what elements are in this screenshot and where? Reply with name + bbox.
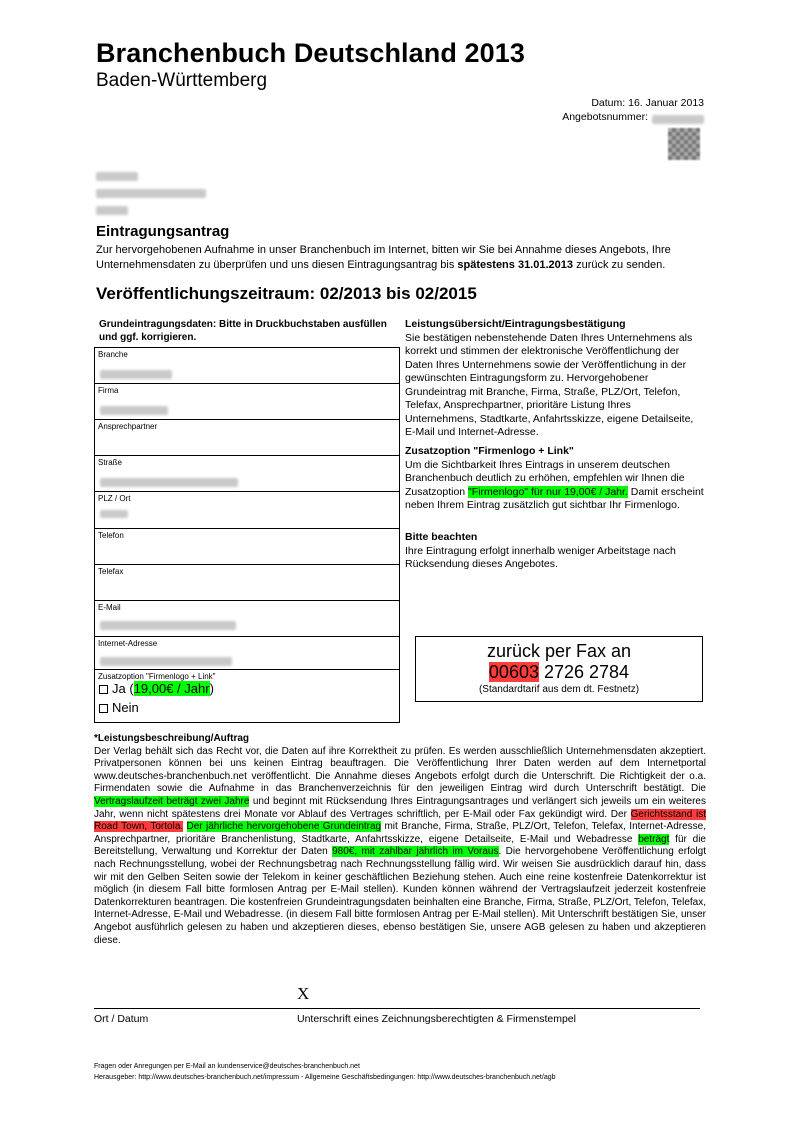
terms-section xyxy=(94,733,706,947)
field-value-redacted xyxy=(100,653,232,671)
footer-contact: Fragen oder Anregungen per E-Mail an kundenservice@deutsches-branchenbuch.net xyxy=(94,1063,360,1070)
logo-option xyxy=(95,670,399,724)
option-text: Um die Sichtbarkeit Ihres Eintrags in unserem deutschen Branchenbuch deutlich zu erhöhen, empfehlen wir Ihnen die Zusatzoption "Firmenlogo" für nur 19,00€ / Jahr. Damit erscheint neben Ihrem Eintrag zusätzlich gut sichtbar Ihr Firmenlogo. xyxy=(405,458,704,511)
option-heading: Zusatzoption "Firmenlogo + Link" xyxy=(405,445,574,457)
fax-prefix: 00603 xyxy=(488,662,539,682)
option-no[interactable]: Nein xyxy=(99,700,139,715)
term-duration-highlight: Vertragslaufzeit beträgt zwei Jahre xyxy=(94,795,250,807)
checkbox-no[interactable] xyxy=(99,704,108,713)
field-label: Ansprechpartner xyxy=(98,422,158,431)
field-value-redacted xyxy=(100,474,238,492)
form-heading: Grundeintragungsdaten: Bitte in Druckbuchstaben ausfüllen und ggf. korrigieren. xyxy=(99,319,387,343)
field-telefon[interactable] xyxy=(95,529,399,565)
field-internet[interactable] xyxy=(95,637,399,670)
qr-code xyxy=(668,128,700,160)
terms-text: Der Verlag behält sich das Recht vor, die Daten auf ihre Korrektheit zu prüfen. Es werden ausschließlich Unternehmensdaten akzeptiert. Privatpersonen können bei uns keinen Eintrag beauftragen. Die Veröffentlichung Ihrer Daten werden auf dem Internetportal www.deutsches-branchenbuch.net veröffentlicht. Die Annahme dieses Angebots erfolgt durch die Unterschrift. Die Richtigkeit der o.a. Firmendaten sowie die Aufnahme in das Branchenverzeichnis für den jeweiligen Eintrag wird durch Unterschrift bestätigt. Die Vertragslaufzeit beträgt zwei Jahre und beginnt mit Rücksendung Ihres Eintragungsantrages und verlängert sich jeweils um ein weiteres Jahr, wenn nicht spätestens drei Monate vor Ablauf des Vertrages schriftlich, per E-Mail oder Fax gekündigt wird. Der Gerichtsstand ist Road Town, Tortola. Der jährliche hervorgehobene Grundeintrag mit Branche, Firma, Straße, PLZ/Ort, Telefon, Telefax, Internet-Adresse, Ansprechpartner, prioritäre Branchenlistung, Stadtkarte, Anfahrtsskizze, eigene Detailseite, E-Mail und Webadresse beträgt für die Bereitstellung, Verwaltung und Korrektur der Daten 980€, mit zahlbar jährlich im Voraus. Die hervorgehobene Veröffentlichung erfolgt nach Rechnungsstellung, wobei der Rechnungsbetrag nach Rechnungsstellung fällig wird. Wir weisen Sie ausdrücklich darauf hin, dass wir mit den Gelben Seiten sowie der Telekom in keiner geschäftlichen Beziehung stehen. Auch eine reine kostenfreie Datenkorrektur ist möglich (in diesem Fall bitte formlosen Antrag per E-Mail stellen). Kunden können während der Vertragslaufzeit jederzeit kostenfreie Datenkorrekturen beantragen. Die kostenfreien Grundeintragungsdaten beinhalten eine Branche, Firma, Straße, PLZ/Ort, Telefon, Telefax, Internet-Adresse, E-Mail und Webadresse. (in diesem Fall bitte formlosen Antrag per E-Mail stellen). Mit Unterschrift bestätigen Sie, unser Angebot ausführlich gelesen zu haben und akzeptieren dieses, ebenso bestätigen Sie, unsere AGB gelesen zu haben und akzeptieren diese. xyxy=(94,745,706,946)
fax-number: 00603 2726 2784 xyxy=(488,662,630,682)
field-value-redacted xyxy=(100,505,128,523)
signature-mark: X xyxy=(297,984,310,1003)
intro-paragraph: Zur hervorgehobenen Aufnahme in unser Branchenbuch im Internet, bitten wir Sie bei Annahme dieses Angebots, Ihre Unternehmensdaten zu überprüfen und uns diesen Eintragungsantrag bis spätestens 31.01.2013 zurück zu senden. xyxy=(96,244,671,271)
option-price: 19,00€ / Jahr xyxy=(133,681,210,696)
fax-box xyxy=(415,636,703,702)
amount-highlight: beträgt xyxy=(638,833,670,845)
signature-line xyxy=(94,1008,700,1009)
option-price-highlight: "Firmenlogo" für nur 19,00€ / Jahr. xyxy=(468,485,628,498)
field-value-redacted xyxy=(100,402,168,420)
deadline: spätestens 31.01.2013 xyxy=(457,259,574,271)
field-value-redacted xyxy=(100,366,172,384)
service-overview xyxy=(405,318,705,440)
signature-label: Unterschrift eines Zeichnungsberechtigten & Firmenstempel xyxy=(297,1013,576,1025)
field-label: Telefon xyxy=(98,531,124,540)
entry-form xyxy=(94,347,400,723)
field-strasse[interactable] xyxy=(95,456,399,492)
field-ansprechpartner[interactable] xyxy=(95,420,399,456)
date-line: Datum: 16. Januar 2013 xyxy=(591,97,704,109)
checkbox-yes[interactable] xyxy=(99,685,108,694)
overview-text: Sie bestätigen nebenstehende Daten Ihres Unternehmens als korrekt und stimmen der elektronische Veröffentlichung der Daten Ihres Unternehmens sowie der Veröffentlichung in der gewünschten Eintragungsform zu. Hervorgehobener Grundeintrag mit Branche, Firma, Straße, PLZ/Ort, Telefon, Telefax, Ansprechpartner, prioritäre Listung Ihres Unternehmens, Stadtkarte, Anfahrtsskizze, eigene Detailseite, E-Mail und Internet-Adresse. xyxy=(405,331,694,438)
note-text: Ihre Eintragung erfolgt innerhalb weniger Arbeitstage nach Rücksendung dieses Angebotes. xyxy=(405,544,676,570)
fax-note: (Standardtarif aus dem dt. Festnetz) xyxy=(478,684,640,695)
terms-heading: *Leistungsbeschreibung/Auftrag xyxy=(94,733,250,744)
place-date-label: Ort / Datum xyxy=(94,1013,149,1025)
field-telefax[interactable] xyxy=(95,565,399,601)
entry-highlight: Der jährliche hervorgehobene Grundeintrag xyxy=(186,821,382,833)
offer-number-label: Angebotsnummer: xyxy=(562,111,648,123)
field-label: Straße xyxy=(98,458,123,467)
field-label: PLZ / Ort xyxy=(98,494,131,503)
price-highlight: 980€, mit zahlbar jährlich im Voraus xyxy=(332,846,499,858)
footer xyxy=(94,1061,556,1083)
note xyxy=(405,531,705,572)
logo-option-info xyxy=(405,445,705,513)
field-label: E-Mail xyxy=(98,603,121,612)
field-label: Firma xyxy=(98,386,119,395)
overview-heading: Leistungsübersicht/Eintragungsbestätigung xyxy=(405,318,626,330)
jurisdiction-highlight: Gerichtsstand ist Road Town, Tortola. xyxy=(94,808,706,833)
field-branche[interactable] xyxy=(95,348,399,384)
option-label: Zusatzoption "Firmenlogo + Link" xyxy=(98,672,216,681)
field-email[interactable] xyxy=(95,601,399,637)
option-yes[interactable]: Ja (19,00€ / Jahr) xyxy=(99,681,214,696)
field-label: Internet-Adresse xyxy=(98,639,158,648)
field-label: Telefax xyxy=(98,567,124,576)
offer-number-redacted xyxy=(652,111,704,129)
recipient-address-redacted xyxy=(96,168,206,219)
field-value-redacted xyxy=(100,617,236,635)
field-label: Branche xyxy=(98,350,128,359)
footer-publisher: Herausgeber: http://www.deutsches-branchenbuch.net/impressum - Allgemeine Geschäftsbedingungen: http://www.deutsches-branchenbuch.net/agb xyxy=(94,1074,556,1081)
fax-label: zurück per Fax an xyxy=(486,641,632,661)
document-subtitle: Baden-Württemberg xyxy=(96,70,268,91)
field-firma[interactable] xyxy=(95,384,399,420)
document-title: Branchenbuch Deutschland 2013 xyxy=(96,38,526,68)
field-plz-ort[interactable] xyxy=(95,492,399,529)
section-heading-antrag: Eintragungsantrag xyxy=(96,223,230,240)
period-heading: Veröffentlichungszeitraum: 02/2013 bis 02/2015 xyxy=(96,284,477,303)
note-heading: Bitte beachten xyxy=(405,531,478,543)
